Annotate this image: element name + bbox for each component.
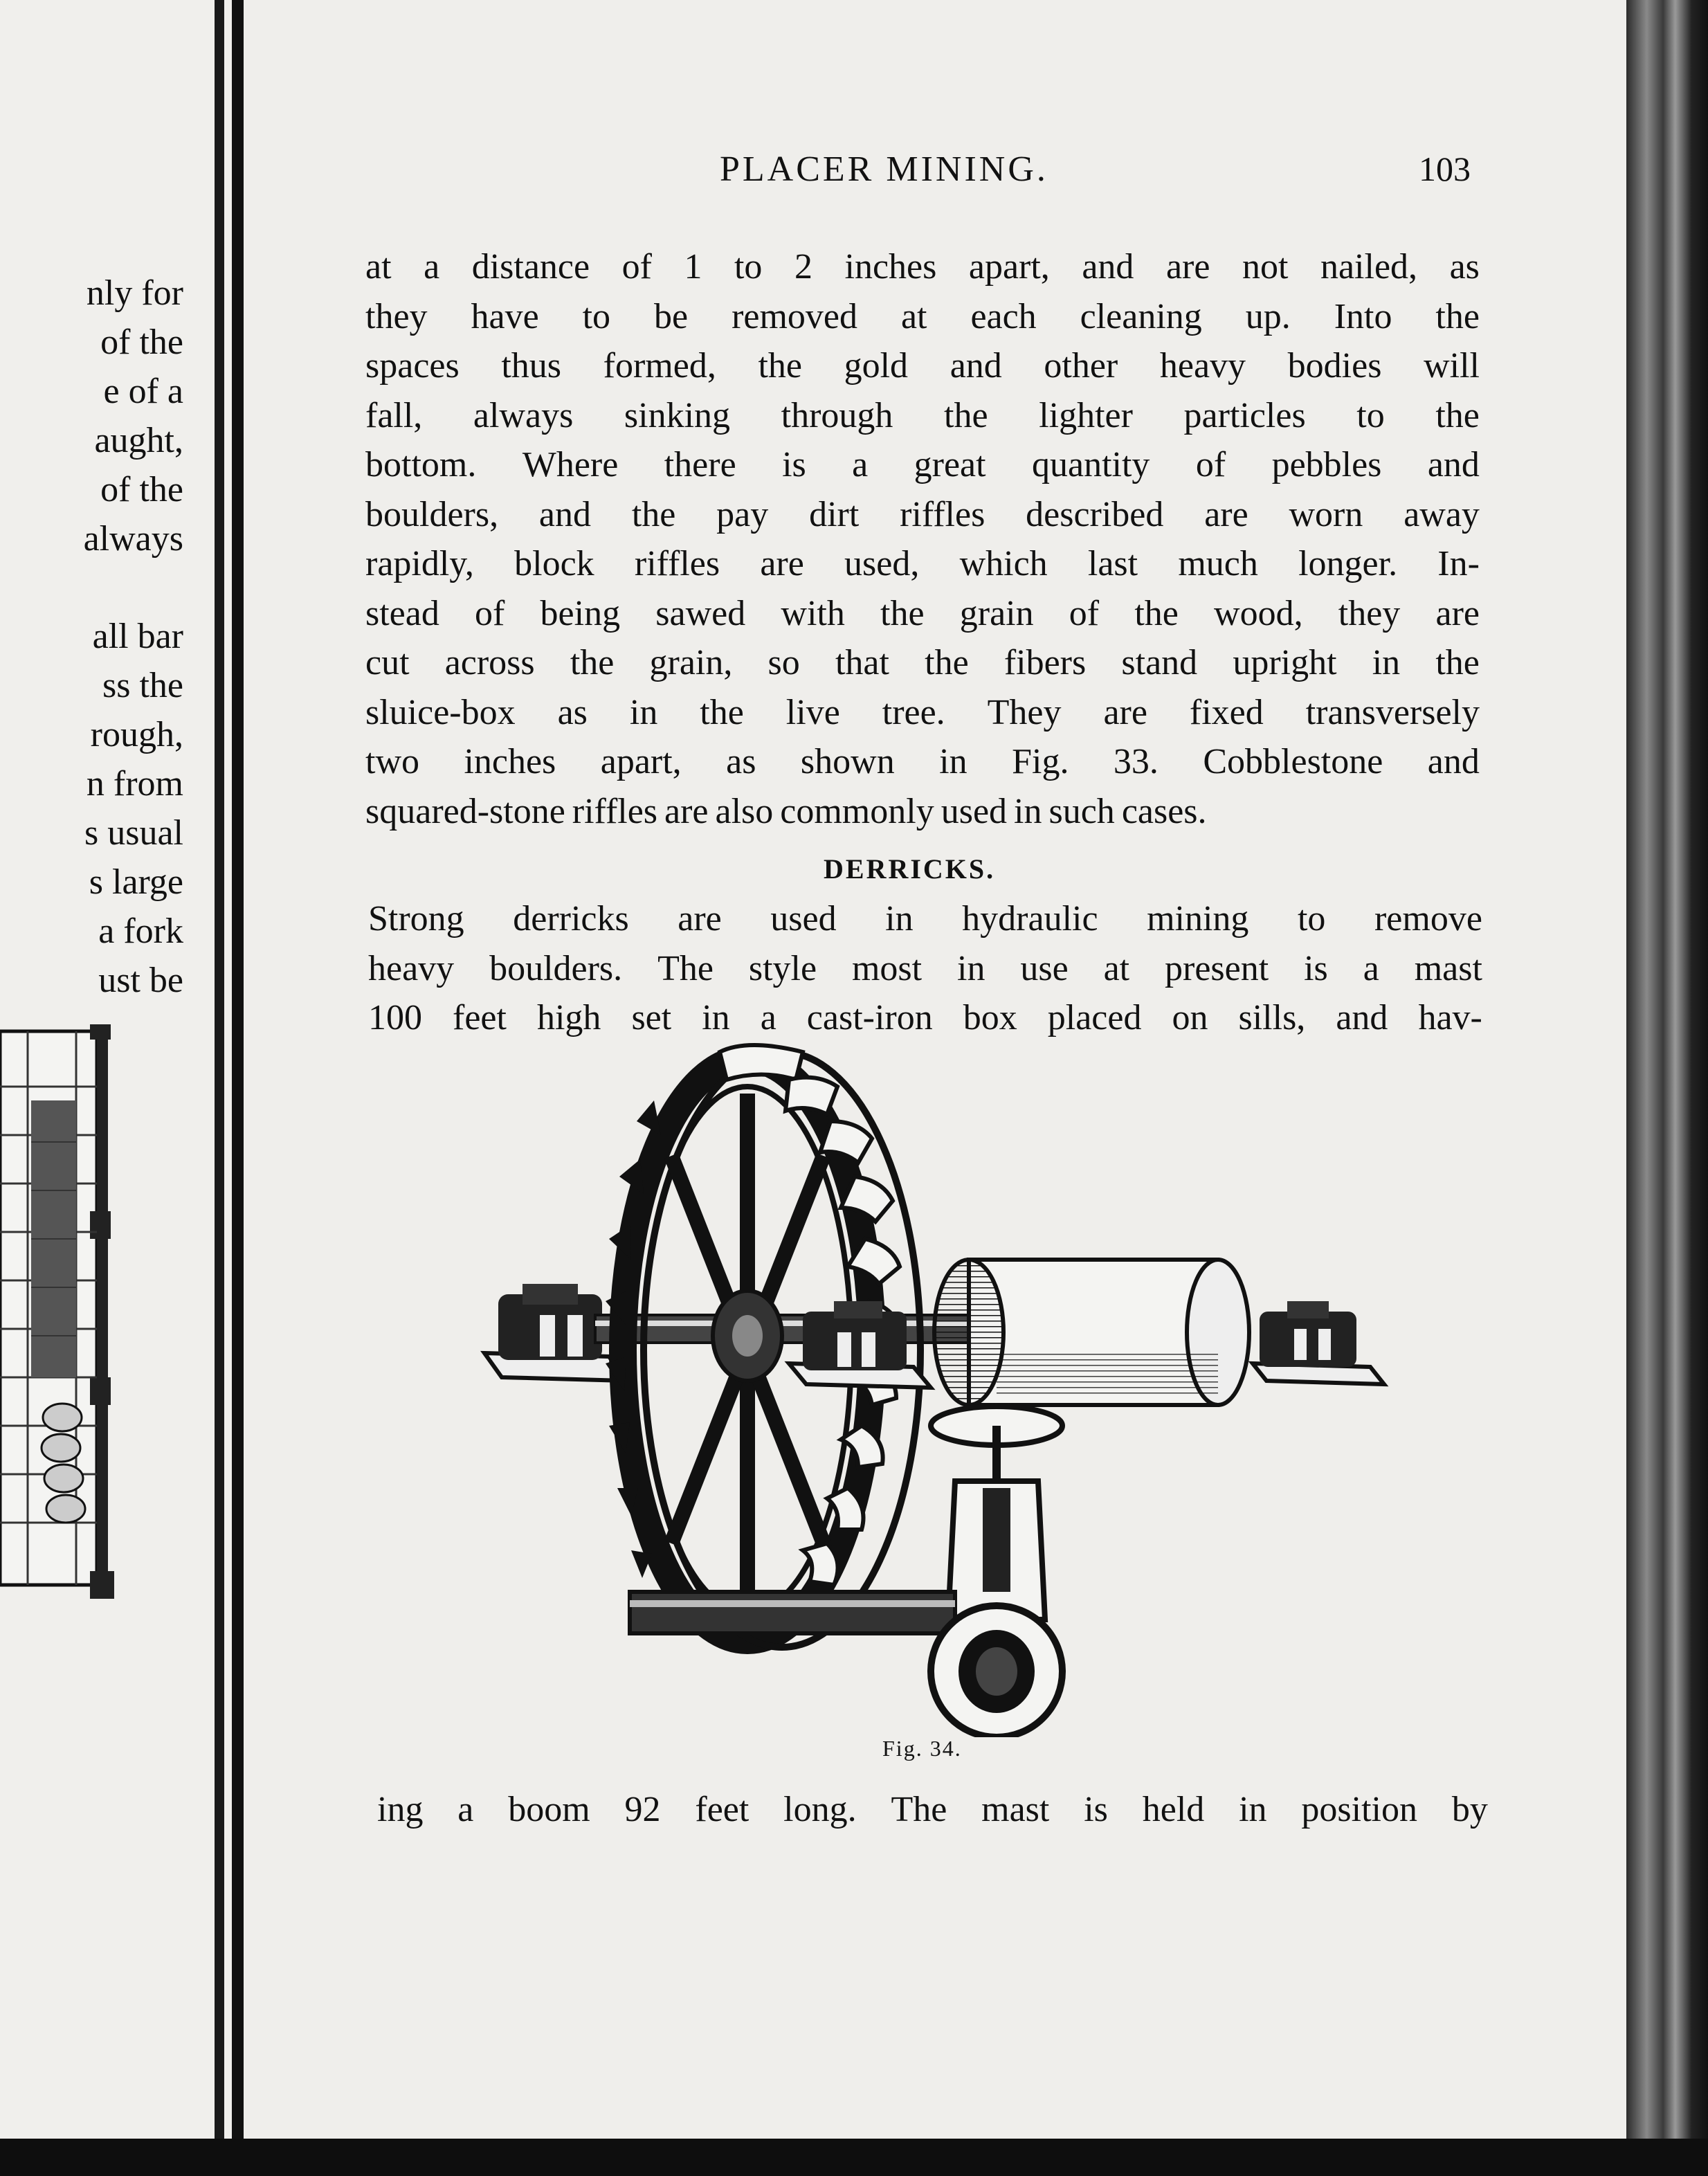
- left-line: ust be: [98, 961, 183, 1000]
- left-line: always: [83, 519, 183, 559]
- left-line: e of a: [103, 372, 183, 411]
- left-page-text: [0, 269, 183, 1005]
- left-page: [0, 0, 232, 2139]
- left-line: of the: [100, 470, 183, 509]
- text-line: Strong derricks are used in hydraulic mining to remove: [368, 899, 1482, 939]
- text-line: boulders, and the pay dirt riffles described are worn away: [365, 494, 1480, 534]
- text-line: squared-stone riffles are also commonly used in such cases.: [365, 791, 1207, 831]
- left-line: aught,: [94, 421, 183, 460]
- text-line: 100 feet high set in a cast-iron box placed on sills, and hav-: [368, 998, 1482, 1037]
- text-line: stead of being sawed with the grain of the wood, they are: [365, 593, 1480, 633]
- book-gutter: [215, 0, 224, 2139]
- figure-caption: Fig. 34.: [882, 1736, 962, 1761]
- left-line: a fork: [98, 912, 183, 951]
- text-line: sluice-box as in the live tree. They are fixed transversely: [365, 692, 1480, 732]
- text-line: at a distance of 1 to 2 inches apart, and are not nailed, as: [365, 247, 1480, 287]
- paragraph-riffles: [365, 242, 1480, 836]
- left-line: s large: [89, 862, 183, 902]
- final-text-line: ing a boom 92 feet long. The mast is held in position by: [377, 1790, 1488, 1829]
- text-line: cut across the grain, so that the fibers stand upright in the: [365, 643, 1480, 682]
- left-line: s usual: [84, 813, 183, 853]
- text-line: they have to be removed at each cleaning up. Into the: [365, 296, 1480, 336]
- text-line: bottom. Where there is a great quantity of pebbles and: [365, 445, 1480, 484]
- left-line: n from: [86, 764, 183, 804]
- text-line: rapidly, block riffles are used, which last much longer. In-: [365, 544, 1480, 583]
- left-line: all bar: [92, 617, 183, 656]
- text-line: spaces thus formed, the gold and other heavy bodies will: [365, 346, 1480, 386]
- section-heading: DERRICKS.: [824, 853, 996, 885]
- paragraph-derricks: [368, 894, 1482, 1043]
- scan-border: [0, 2139, 1708, 2176]
- sluice-box-illustration: [0, 1024, 114, 1599]
- text-line: two inches apart, as shown in Fig. 33. Cobblestone and: [365, 742, 1480, 781]
- page-number: 103: [1419, 149, 1471, 188]
- water-wheel-illustration: [471, 1038, 1398, 1737]
- running-head: PLACER MINING.: [720, 149, 1048, 189]
- left-line: rough,: [90, 715, 183, 754]
- left-line: ss the: [102, 666, 183, 705]
- text-line: heavy boulders. The style most in use at present is a mast: [368, 948, 1482, 988]
- book-edge: [1626, 0, 1708, 2176]
- left-line: of the: [100, 323, 183, 362]
- left-line: nly for: [86, 273, 183, 313]
- text-line: fall, always sinking through the lighter particles to the: [365, 395, 1480, 435]
